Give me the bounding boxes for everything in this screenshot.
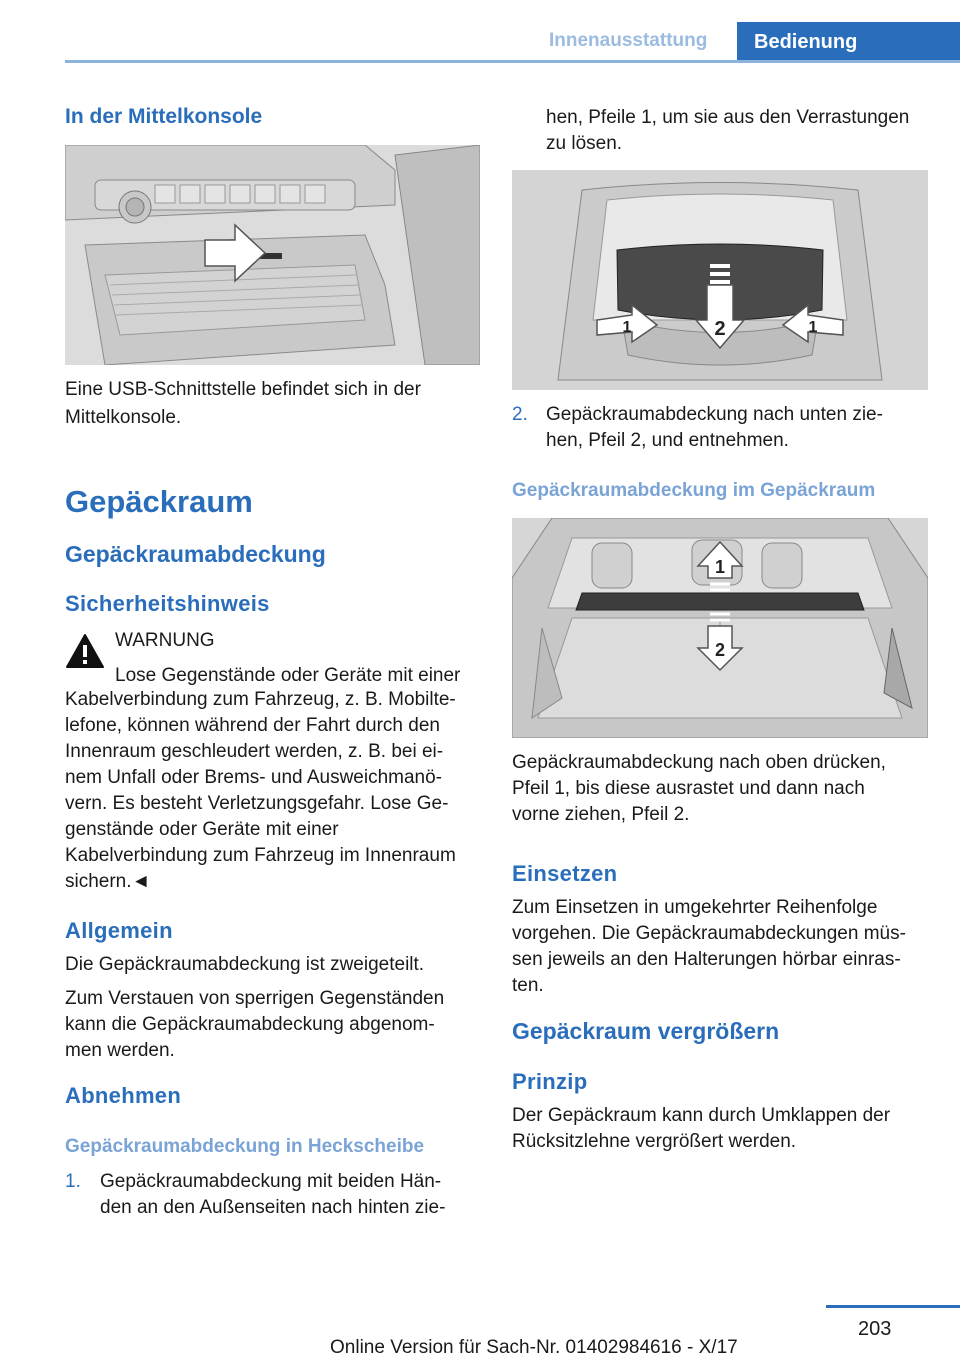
heading-gepaeckraumabdeckung: Gepäckraumabdeckung	[65, 541, 326, 567]
allgemein-line-4: men werden.	[65, 1040, 175, 1061]
warning-line-3: lefone, können während der Fahrt durch den	[65, 715, 440, 736]
page-number-rule	[826, 1305, 960, 1308]
step-2-number: 2.	[512, 404, 528, 425]
warning-line-4: Innenraum geschleudert werden, z. B. bei ei-	[65, 741, 444, 762]
figure-label-2: 2	[714, 318, 726, 340]
einsetzen-line-1: Zum Einsetzen in umgekehrter Reihenfolge	[512, 897, 878, 918]
heading-einsetzen: Einsetzen	[512, 861, 618, 886]
heading-sicherheitshinweis: Sicherheitshinweis	[65, 591, 270, 616]
header-active-tab[interactable]	[737, 22, 960, 62]
im-text-line-1: Gepäckraumabdeckung nach oben drücken,	[512, 752, 886, 773]
step-2-line-1: Gepäckraumabdeckung nach unten zie-	[546, 404, 883, 425]
warning-icon	[65, 633, 105, 669]
allgemein-line-3: kann die Gepäckraumabdeckung abgenom-	[65, 1014, 435, 1035]
page-number: 203	[858, 1318, 892, 1340]
im-text-line-2: Pfeil 1, bis diese ausrastet und dann nach	[512, 778, 865, 799]
figure-label-up: 1	[714, 557, 726, 577]
warning-line-9: sichern.◄	[65, 871, 151, 892]
warning-line-7: genstände oder Geräte mit einer	[65, 819, 339, 840]
figure-label-1-left: 1	[622, 319, 632, 336]
warning-line-8: Kabelverbindung zum Fahrzeug im Innenraum	[65, 845, 456, 866]
heading-mittelkonsole: In der Mittelkonsole	[65, 105, 263, 128]
warning-line-1: Lose Gegenstände oder Geräte mit einer	[115, 665, 461, 686]
figure-label-forward: 2	[714, 640, 726, 660]
einsetzen-line-3: sen jeweils an den Halterungen hörbar einras-	[512, 949, 901, 970]
luggage-compartment-image	[512, 518, 928, 738]
warning-line-5: nem Unfall oder Brems- und Ausweichmanö-	[65, 767, 443, 788]
step-1-cont-line-2: zu lösen.	[546, 133, 623, 154]
step-2-line-2: hen, Pfeil 2, und entnehmen.	[546, 430, 789, 451]
allgemein-line-1: Die Gepäckraumabdeckung ist zweigeteilt.	[65, 954, 425, 975]
einsetzen-line-2: vorgehen. Die Gepäckraumabdeckungen müs-	[512, 923, 906, 944]
online-version-footer: Online Version für Sach-Nr. 01402984616 - X/17	[330, 1337, 738, 1358]
warning-line-6: vern. Es besteht Verletzungsgefahr. Lose Ge-	[65, 793, 449, 814]
warning-label: WARNUNG	[115, 630, 215, 651]
step-1-cont-line-1: hen, Pfeile 1, um sie aus den Verrastungen	[546, 107, 910, 128]
step-1-line-1: Gepäckraumabdeckung mit beiden Hän-	[100, 1171, 442, 1192]
prinzip-line-2: Rücksitzlehne vergrößert werden.	[512, 1131, 797, 1152]
header-rule	[65, 60, 960, 63]
heading-allgemein: Allgemein	[65, 918, 173, 943]
heading-heckscheibe: Gepäckraumabdeckung in Heckscheibe	[65, 1136, 425, 1157]
prinzip-line-1: Der Gepäckraum kann durch Umklappen der	[512, 1105, 891, 1126]
im-text-line-3: vorne ziehen, Pfeil 2.	[512, 804, 690, 825]
usb-text-line-2: Mittelkonsole.	[65, 407, 182, 428]
einsetzen-line-4: ten.	[512, 975, 544, 996]
header-section-tab[interactable]: Innenausstattung	[549, 30, 708, 51]
figure-label-1-right: 1	[808, 319, 818, 336]
heading-vergroessern: Gepäckraum vergrößern	[512, 1018, 780, 1044]
heading-im-gepaeckraum: Gepäckraumabdeckung im Gepäckraum	[512, 480, 876, 501]
rear-window-cover-image	[512, 170, 928, 390]
header-active-tab-label: Bedienung	[754, 30, 858, 53]
step-1-line-2: den an den Außenseiten nach hinten zie-	[100, 1197, 446, 1218]
heading-abnehmen: Abnehmen	[65, 1083, 182, 1108]
warning-line-2: Kabelverbindung zum Fahrzeug, z. B. Mobilte-	[65, 689, 456, 710]
console-usb-image	[65, 145, 480, 365]
usb-text-line-1: Eine USB-Schnittstelle befindet sich in der	[65, 379, 421, 400]
heading-gepaeckraum: Gepäckraum	[65, 484, 253, 519]
allgemein-line-2: Zum Verstauen von sperrigen Gegenständen	[65, 988, 445, 1009]
step-1-number: 1.	[65, 1171, 81, 1192]
heading-prinzip: Prinzip	[512, 1069, 588, 1094]
